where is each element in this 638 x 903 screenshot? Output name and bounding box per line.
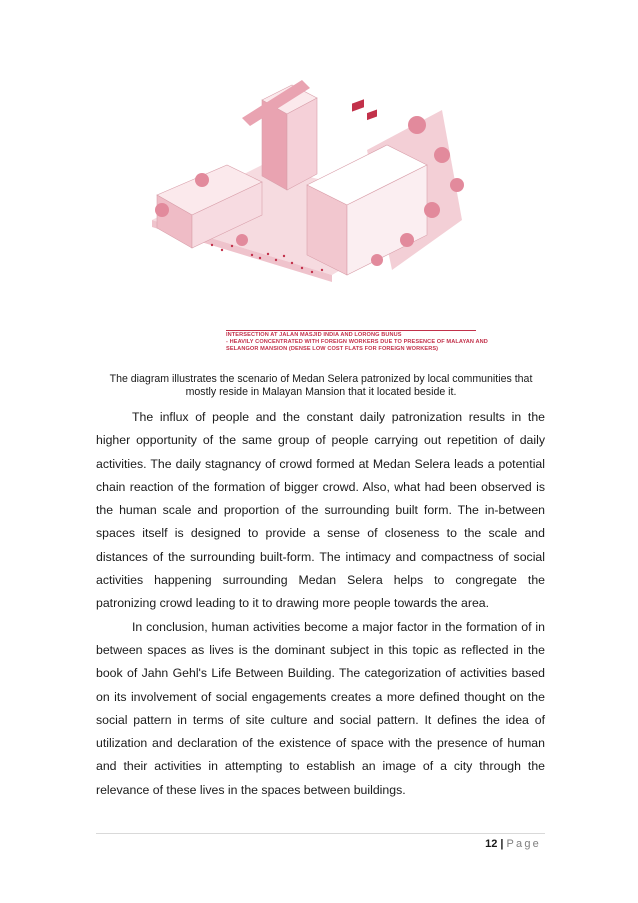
footer-divider — [96, 833, 545, 834]
footer-separator: | — [500, 838, 504, 850]
page-word: Page — [506, 838, 541, 850]
page-number: 12 — [485, 838, 498, 850]
page-footer — [485, 838, 541, 850]
axonometric-diagram — [142, 70, 497, 370]
figure-caption: The diagram illustrates the scenario of Medan Selera patronized by local communities that mostly reside in Malayan Mansion that it located beside it. — [109, 373, 533, 398]
paragraph: In conclusion, human activities become a major factor in the formation of in between spaces as lives is the dominant subject in this topic as reflected in the book of Jahn Gehl's Life Between Building. The categorization of activities based on its involvement of social engagements creates a more defined thought on the social pattern in terms of site culture and social pattern. It defines the idea of utilization and declaration of the existence of space with the presence of human and their activities in attempting to establish an image of a city through the relevance of these lives in the spaces between buildings. — [96, 619, 545, 797]
figure-label-line: INTERSECTION AT JALAN MASJID INDIA AND LORONG BUNUS — [226, 332, 402, 338]
figure-label-line: SELANGOR MANSION (DENSE LOW COST FLATS FOR FOREIGN WORKERS) — [226, 346, 439, 352]
figure-label-line: - HEAVILY CONCENTRATED WITH FOREIGN WORKERS DUE TO PRESENCE OF MALAYAN AND — [226, 339, 488, 345]
figure-label — [226, 332, 496, 353]
figure-label-rule — [226, 330, 476, 331]
paragraph: The influx of people and the constant daily patronization results in the higher opportunity of the same group of people carrying out repetition of daily activities. The daily stagnancy of crowd formed at Medan Selera leads a potential chain reaction of the formation of bigger crowd. Also, what had been observed is the human scale and proportion of the surrounding built form. The in-between spaces itself is designed to provide a sense of closeness to the scale and distances of the surrounding built-form. The intimacy and compactness of social activities happening surrounding Medan Selera helps to congregate the patronizing crowd leading to it to drawing more people towards the area. — [96, 410, 545, 611]
body-text — [96, 406, 545, 802]
